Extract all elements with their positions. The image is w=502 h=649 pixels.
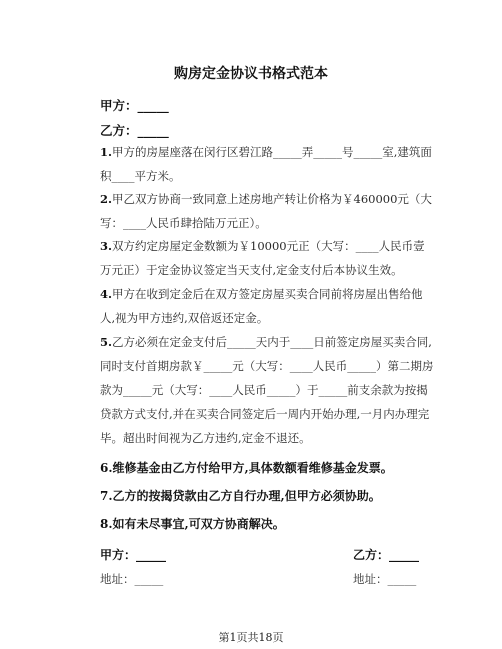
address-party-a: 地址：_____ — [100, 572, 164, 586]
party-a-line: 甲方：_____ — [100, 98, 169, 113]
clause-3 — [100, 234, 436, 282]
address-party-b: 地址：_____ — [353, 572, 417, 586]
clause-text: 甲方的房屋座落在闵行区碧江路_____弄_____号_____室,建筑面积____平方米。 — [100, 145, 432, 183]
clause-number: 4. — [100, 287, 113, 301]
clause-number: 5. — [100, 335, 113, 349]
clause-text: 乙方必须在定金支付后_____天内于____日前签定房屋买卖合同,同时支付首期房款￥_____元（大写：____人民币_____）第二期房款为_____元（大写：____人民币_____）于_____前支余款为按揭贷款方式支付,并在买卖合同签定后一周内开始办理,一月内办理完毕。超出时间视为乙方违约,定金不退还。 — [100, 335, 434, 445]
clause-text: 甲乙双方协商一致同意上述房地产转让价格为￥460000元（大写：____人民币肆拾陆万元正）。 — [100, 192, 432, 230]
clause-1 — [100, 140, 436, 188]
page-footer: 第1页共18页 — [218, 631, 284, 644]
clause-number: 2. — [100, 192, 113, 206]
signature-party-a: 甲方：_____ — [100, 548, 167, 562]
clause-6: 6.维修基金由乙方付给甲方,具体数额看维修基金发票。 — [100, 461, 393, 475]
clause-text: 甲方在收到定金后在双方签定房屋买卖合同前将房屋出售给他人,视为甲方违约,双倍返还定金。 — [100, 287, 423, 325]
party-b-line: 乙方：_____ — [100, 123, 169, 138]
clause-number: 3. — [100, 239, 113, 253]
clause-8: 8.如有未尽事宜,可双方协商解决。 — [100, 517, 285, 531]
document-title: 购房定金协议书格式范本 — [174, 66, 328, 82]
clause-text: 双方约定房屋定金数额为￥10000元正（大写：____人民币壹万元正）于定金协议签定当天支付,定金支付后本协议生效。 — [100, 239, 425, 277]
clause-5 — [100, 330, 436, 450]
clause-number: 1. — [100, 145, 113, 159]
clause-4 — [100, 282, 436, 330]
signature-party-b: 乙方：_____ — [353, 548, 420, 562]
clause-2 — [100, 187, 436, 235]
clause-7: 7.乙方的按揭贷款由乙方自行办理,但甲方必须协助。 — [100, 489, 381, 503]
